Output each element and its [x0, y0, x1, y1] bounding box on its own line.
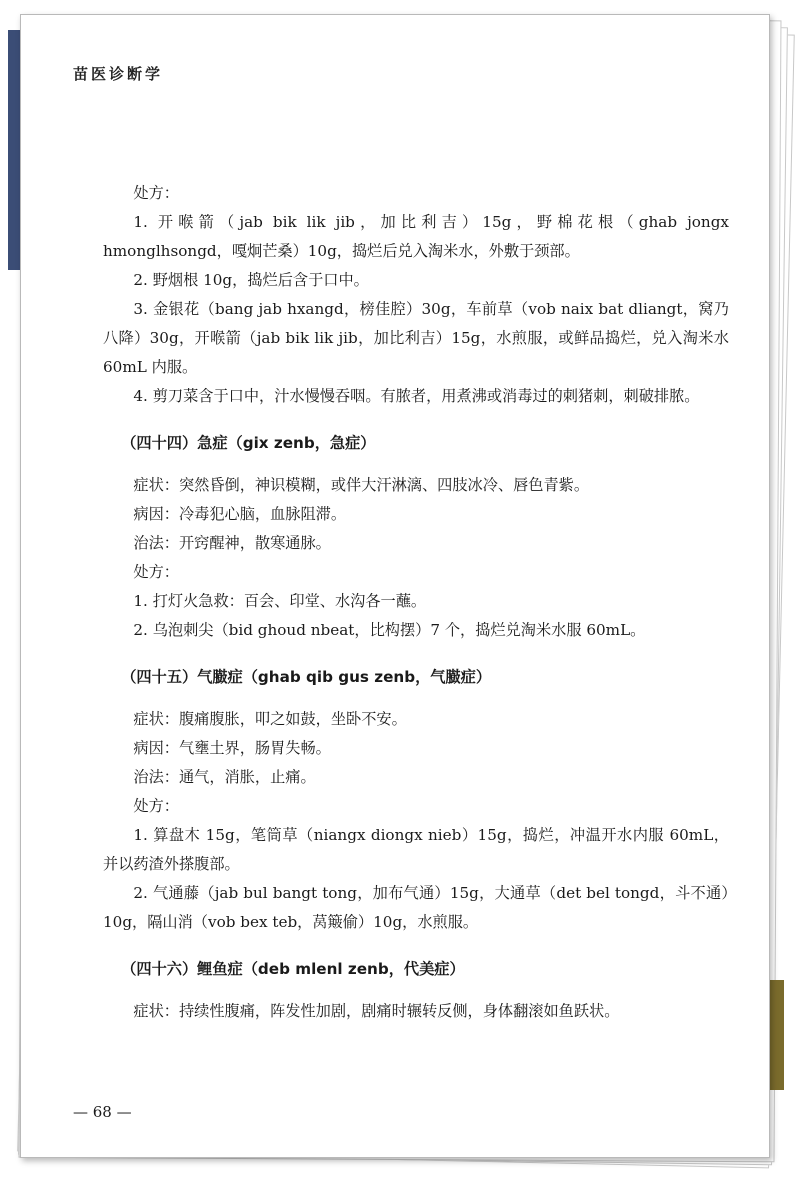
paragraph-remedy-3: 3. 金银花（bang jab hxangd，榜佳腔）30g，车前草（vob naix bat dliangt，窝乃八降）30g，开喉箭（jab bik lik jib，加比利吉）15g，水煎服，或鲜品捣烂，兑入淘米水 60mL 内服。 — [103, 300, 729, 376]
paragraph-treatment: 治法：开窍醒神，散寒通脉。 — [133, 534, 331, 552]
paragraph-remedy-1: 1. 算盘木 15g，笔筒草（niangx diongx nieb）15g，捣烂，冲温开水内服 60mL，并以药渣外搽腹部。 — [103, 826, 729, 873]
paragraph-treatment: 治法：通气，消胀，止痛。 — [133, 768, 316, 786]
paragraph-symptoms: 症状：突然昏倒，神识模糊，或伴大汗淋漓、四肢冰冷、唇色青紫。 — [133, 476, 590, 494]
paragraph-remedy-2: 2. 气通藤（jab bul bangt tong，加布气通）15g，大通草（det bel tongd，斗不通）10g，隔山消（vob bex teb，莴簸偷）10g，水煎服。 — [103, 884, 729, 931]
running-head: 苗医诊断学 — [73, 65, 164, 83]
paragraph-symptoms: 症状：腹痛腹胀，叩之如鼓，坐卧不安。 — [133, 710, 407, 728]
book-cover-edge-right — [770, 980, 784, 1090]
paragraph-remedy-4: 4. 剪刀菜含于口中，汁水慢慢吞咽。有脓者，用煮沸或消毒过的刺猪刺，刺破排脓。 — [133, 387, 700, 405]
page-number: — 68 — — [73, 1103, 132, 1121]
section-heading-46: （四十六）鲤鱼症（deb mlenl zenb，代美症） — [121, 960, 465, 978]
paragraph-remedy-2: 2. 野烟根 10g，捣烂后含于口中。 — [133, 271, 369, 289]
paragraph-cause: 病因：气壅土界，肠胃失畅。 — [133, 739, 331, 757]
paragraph-remedy-2: 2. 乌泡刺尖（bid ghoud nbeat，比构摆）7 个，捣烂兑淘米水服 60mL。 — [133, 621, 646, 639]
paragraph-remedy-1: 1. 开喉箭（jab bik lik jib，加比利吉）15g，野棉花根（ghab jongx hmonglhsongd，嘎炯芒桑）10g，捣烂后兑入淘米水，外敷于颈部。 — [103, 213, 729, 260]
page-content — [103, 179, 729, 1026]
section-heading-45: （四十五）气臌症（ghab qib gus zenb，气臌症） — [121, 668, 492, 686]
paragraph-prescription-label: 处方： — [133, 797, 179, 815]
paragraph-prescription-label: 处方： — [133, 563, 179, 581]
section-heading-44: （四十四）急症（gix zenb，急症） — [121, 434, 376, 452]
paragraph-symptoms: 症状：持续性腹痛，阵发性加剧，剧痛时辗转反侧，身体翻滚如鱼跃状。 — [133, 1002, 620, 1020]
book-page — [20, 14, 770, 1158]
paragraph-cause: 病因：冷毒犯心脑，血脉阻滞。 — [133, 505, 347, 523]
paragraph-remedy-1: 1. 打灯火急救：百会、印堂、水沟各一蘸。 — [133, 592, 427, 610]
paragraph-prescription-label: 处方： — [133, 184, 179, 202]
